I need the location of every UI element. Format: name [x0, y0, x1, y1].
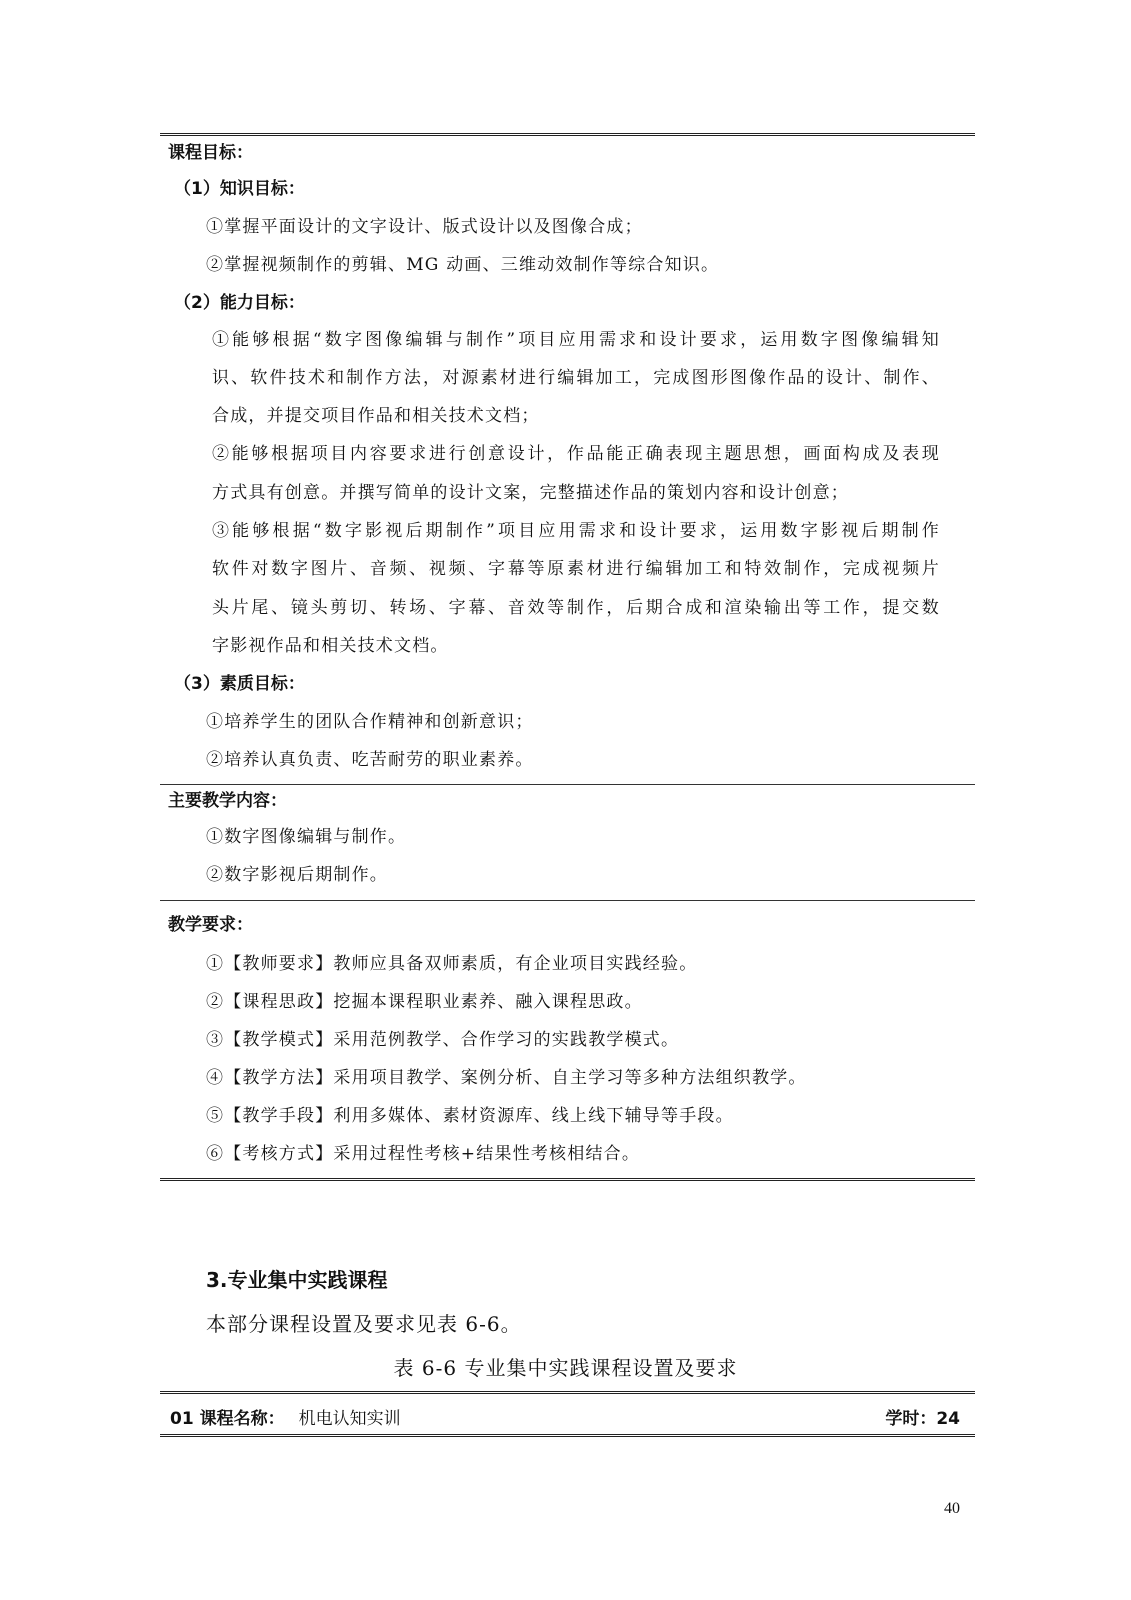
course-hours: 学时：24 [885, 1409, 960, 1429]
knowledge-goal-item: ②掌握视频制作的剪辑、MG 动画、三维动效制作等综合知识。 [206, 255, 720, 275]
table-bottom-border [160, 1178, 975, 1181]
quality-goal-item: ①培养学生的团队合作精神和创新意识； [206, 712, 534, 732]
ability-goal-line: 软件对数字图片、音频、视频、字幕等原素材进行编辑加工和特效制作，完成视频片 [212, 559, 940, 579]
ability-goal-line: 头片尾、镜头剪切、转场、字幕、音效等制作，后期合成和渲染输出等工作，提交数 [212, 598, 940, 618]
requirement-item: ①【教师要求】教师应具备双师素质，有企业项目实践经验。 [206, 954, 698, 974]
goals-heading: 课程目标： [168, 143, 253, 163]
requirement-item: ⑥【考核方式】采用过程性考核+结果性考核相结合。 [206, 1144, 641, 1164]
ability-goal-line: ②能够根据项目内容要求进行创意设计，作品能正确表现主题思想，画面构成及表现 [212, 444, 940, 464]
course-label: 01 课程名称： [170, 1409, 285, 1429]
row-divider [160, 784, 975, 785]
knowledge-goals-heading: （1）知识目标： [174, 179, 305, 199]
ability-goal-line: 方式具有创意。并撰写简单的设计文案，完整描述作品的策划内容和设计创意； [212, 483, 849, 503]
requirement-item: ③【教学模式】采用范例教学、合作学习的实践教学模式。 [206, 1030, 680, 1050]
content-item: ①数字图像编辑与制作。 [206, 827, 407, 847]
quality-goals-heading: （3）素质目标： [174, 674, 305, 694]
page-number: 40 [944, 1500, 960, 1517]
course-row [170, 1404, 960, 1429]
ability-goal-line: 合成，并提交项目作品和相关技术文档； [212, 406, 540, 426]
requirements-heading: 教学要求： [168, 915, 253, 935]
requirement-item: ⑤【教学手段】利用多媒体、素材资源库、线上线下辅导等手段。 [206, 1106, 734, 1126]
section-paragraph: 本部分课程设置及要求见表 6-6。 [206, 1312, 522, 1336]
quality-goal-item: ②培养认真负责、吃苦耐劳的职业素养。 [206, 750, 534, 770]
knowledge-goal-item: ①掌握平面设计的文字设计、版式设计以及图像合成； [206, 217, 643, 237]
content-heading: 主要教学内容： [168, 791, 287, 811]
ability-goal-line: ③能够根据“数字影视后期制作”项目应用需求和设计要求，运用数字影视后期制作 [212, 521, 940, 541]
course-name: 机电认知实训 [298, 1409, 401, 1429]
row-divider [160, 900, 975, 901]
requirement-item: ②【课程思政】挖掘本课程职业素养、融入课程思政。 [206, 992, 643, 1012]
table-caption: 表 6-6 专业集中实践课程设置及要求 [393, 1356, 738, 1380]
section-title: 3.专业集中实践课程 [206, 1268, 388, 1292]
ability-goal-line: ①能够根据“数字图像编辑与制作”项目应用需求和设计要求，运用数字图像编辑知 [212, 330, 940, 350]
ability-goal-line: 识、软件技术和制作方法，对源素材进行编辑加工，完成图形图像作品的设计、制作、 [212, 368, 940, 388]
table-row-border [160, 1434, 975, 1437]
requirement-item: ④【教学方法】采用项目教学、案例分析、自主学习等多种方法组织教学。 [206, 1068, 807, 1088]
ability-goal-line: 字影视作品和相关技术文档。 [212, 636, 449, 656]
content-item: ②数字影视后期制作。 [206, 865, 388, 885]
ability-goals-heading: （2）能力目标： [174, 293, 305, 313]
table-top-border [160, 1391, 975, 1394]
table-top-border [160, 133, 975, 136]
